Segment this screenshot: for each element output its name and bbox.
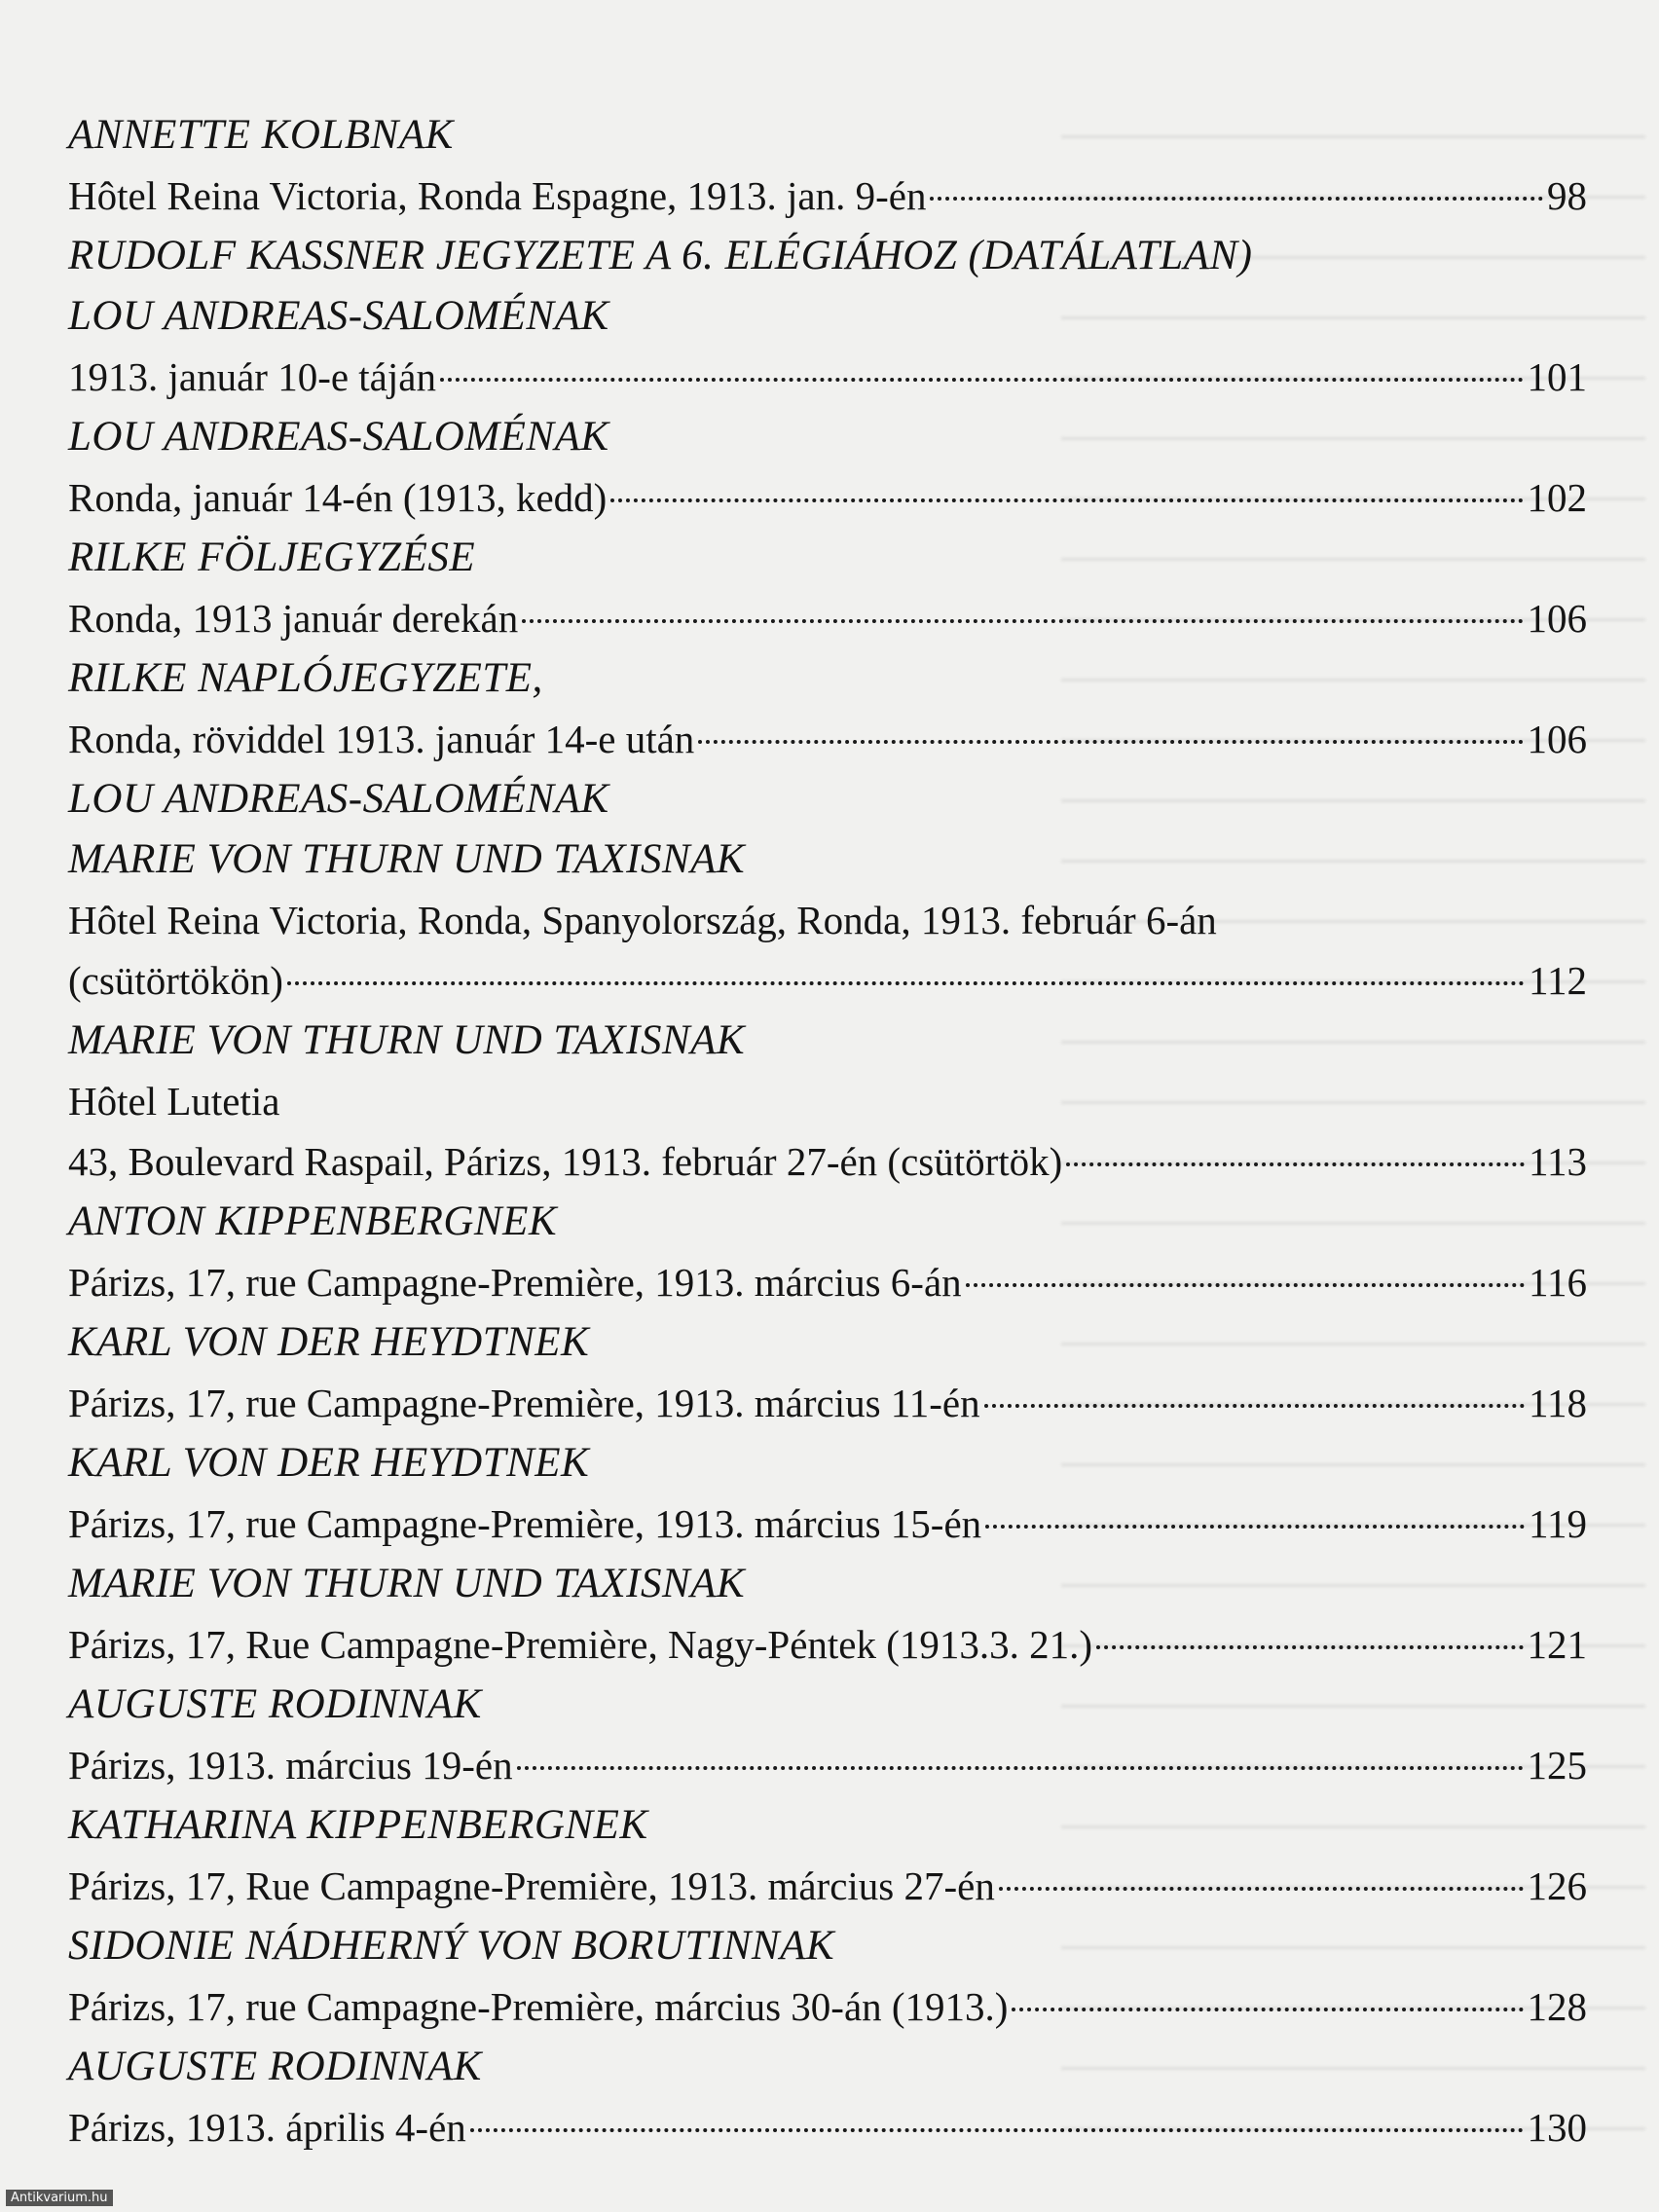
toc-entry — [68, 1493, 1587, 1554]
dot-leader — [984, 1404, 1525, 1408]
toc-entry — [68, 166, 1587, 226]
page-number: 116 — [1529, 1260, 1587, 1305]
toc-entry — [68, 1735, 1587, 1795]
toc-recipient-heading: ANTON KIPPENBERGNEK — [68, 1198, 558, 1244]
toc-recipient-heading: MARIE VON THURN UND TAXISNAK — [68, 1017, 746, 1063]
toc-entry — [68, 588, 1587, 648]
page-number: 113 — [1529, 1139, 1587, 1184]
dot-leader — [287, 981, 1525, 985]
toc-recipient-heading: KATHARINA KIPPENBERGNEK — [68, 1802, 648, 1848]
watermark: Antikvarium.hu — [6, 2190, 113, 2206]
toc-place-date-line: Hôtel Lutetia — [68, 1079, 280, 1124]
toc-entry — [68, 709, 1587, 769]
toc-recipient-heading: SIDONIE NÁDHERNÝ VON BORUTINNAK — [68, 1923, 835, 1969]
dot-leader — [1096, 1645, 1523, 1649]
toc-recipient-heading: MARIE VON THURN UND TAXISNAK — [68, 836, 746, 882]
toc-place-date: 43, Boulevard Raspail, Párizs, 1913. február 27-én (csütörtök) — [68, 1139, 1063, 1184]
dot-leader — [930, 197, 1543, 201]
dot-leader — [522, 619, 1523, 623]
toc-recipient-heading: LOU ANDREAS-SALOMÉNAK — [68, 293, 609, 339]
toc-place-date: (csütörtökön) — [68, 958, 283, 1003]
toc-place-date: Párizs, 17, Rue Campagne-Première, 1913. március 27-én — [68, 1863, 995, 1908]
toc-recipient-heading: AUGUSTE RODINNAK — [68, 1681, 482, 1727]
page-number: 118 — [1529, 1381, 1587, 1425]
toc-recipient-heading: KARL VON DER HEYDTNEK — [68, 1440, 590, 1486]
dot-leader — [470, 2128, 1524, 2132]
toc-entry — [68, 1856, 1587, 1916]
page-number: 126 — [1527, 1863, 1587, 1908]
page-number: 128 — [1527, 1984, 1587, 2029]
toc-recipient-heading: MARIE VON THURN UND TAXISNAK — [68, 1561, 746, 1606]
toc-entry — [68, 1614, 1587, 1675]
toc-place-date: Ronda, 1913 január derekán — [68, 596, 519, 641]
toc-recipient-heading: RUDOLF KASSNER JEGYZETE A 6. ELÉGIÁHOZ (DATÁLATLAN) — [68, 233, 1253, 278]
toc-entry — [68, 950, 1587, 1011]
page-number: 130 — [1527, 2105, 1587, 2150]
toc-entry — [68, 1976, 1587, 2037]
toc-entry — [68, 1373, 1587, 1433]
toc-entry — [68, 2097, 1587, 2157]
dot-leader — [1066, 1162, 1525, 1166]
dot-leader — [999, 1887, 1524, 1891]
page-number: 112 — [1529, 958, 1587, 1003]
page-number: 98 — [1547, 173, 1587, 218]
page-number: 121 — [1527, 1622, 1587, 1667]
toc-place-date: Párizs, 17, rue Campagne-Première, március 30-án (1913.) — [68, 1984, 1009, 2029]
toc-recipient-heading: RILKE FÖLJEGYZÉSE — [68, 535, 476, 580]
toc-place-date: Párizs, 17, Rue Campagne-Première, Nagy-Péntek (1913.3. 21.) — [68, 1622, 1093, 1667]
toc-place-date: Ronda, röviddel 1913. január 14-e után — [68, 717, 695, 761]
toc-recipient-heading: AUGUSTE RODINNAK — [68, 2044, 482, 2089]
page-number: 125 — [1527, 1743, 1587, 1788]
toc-recipient-heading: LOU ANDREAS-SALOMÉNAK — [68, 414, 609, 460]
toc-place-date: Párizs, 1913. április 4-én — [68, 2105, 466, 2150]
dot-leader — [440, 378, 1524, 382]
toc-entry — [68, 467, 1587, 528]
toc-place-date: Párizs, 1913. március 19-én — [68, 1743, 513, 1788]
toc-place-date: 1913. január 10-e táján — [68, 354, 436, 399]
toc-place-date: Párizs, 17, rue Campagne-Première, 1913. március 6-án — [68, 1260, 962, 1305]
dot-leader — [610, 498, 1523, 502]
toc-recipient-heading: ANNETTE KOLBNAK — [68, 112, 454, 158]
toc-place-date-line: Hôtel Reina Victoria, Ronda, Spanyolország, Ronda, 1913. február 6-án — [68, 898, 1217, 942]
toc-entry — [68, 347, 1587, 407]
toc-recipient-heading: RILKE NAPLÓJEGYZETE, — [68, 655, 543, 701]
toc-place-date: Párizs, 17, rue Campagne-Première, 1913. március 11-én — [68, 1381, 980, 1425]
toc-place-date: Hôtel Reina Victoria, Ronda Espagne, 1913. jan. 9-én — [68, 173, 927, 218]
page-number: 101 — [1527, 354, 1587, 399]
page-number: 119 — [1529, 1501, 1587, 1546]
dot-leader — [517, 1766, 1524, 1770]
toc-place-date: Párizs, 17, rue Campagne-Première, 1913. március 15-én — [68, 1501, 982, 1546]
dot-leader — [698, 740, 1523, 744]
toc-entry — [68, 1131, 1587, 1192]
toc-recipient-heading: LOU ANDREAS-SALOMÉNAK — [68, 776, 609, 822]
dot-leader — [985, 1525, 1525, 1529]
table-of-contents — [68, 105, 1587, 2157]
page-number: 106 — [1527, 596, 1587, 641]
dot-leader — [1012, 2008, 1523, 2011]
page-number: 106 — [1527, 717, 1587, 761]
page-number: 102 — [1527, 475, 1587, 520]
dot-leader — [966, 1283, 1525, 1287]
toc-entry — [68, 1252, 1587, 1312]
toc-place-date: Ronda, január 14-én (1913, kedd) — [68, 475, 608, 520]
toc-recipient-heading: KARL VON DER HEYDTNEK — [68, 1319, 590, 1365]
